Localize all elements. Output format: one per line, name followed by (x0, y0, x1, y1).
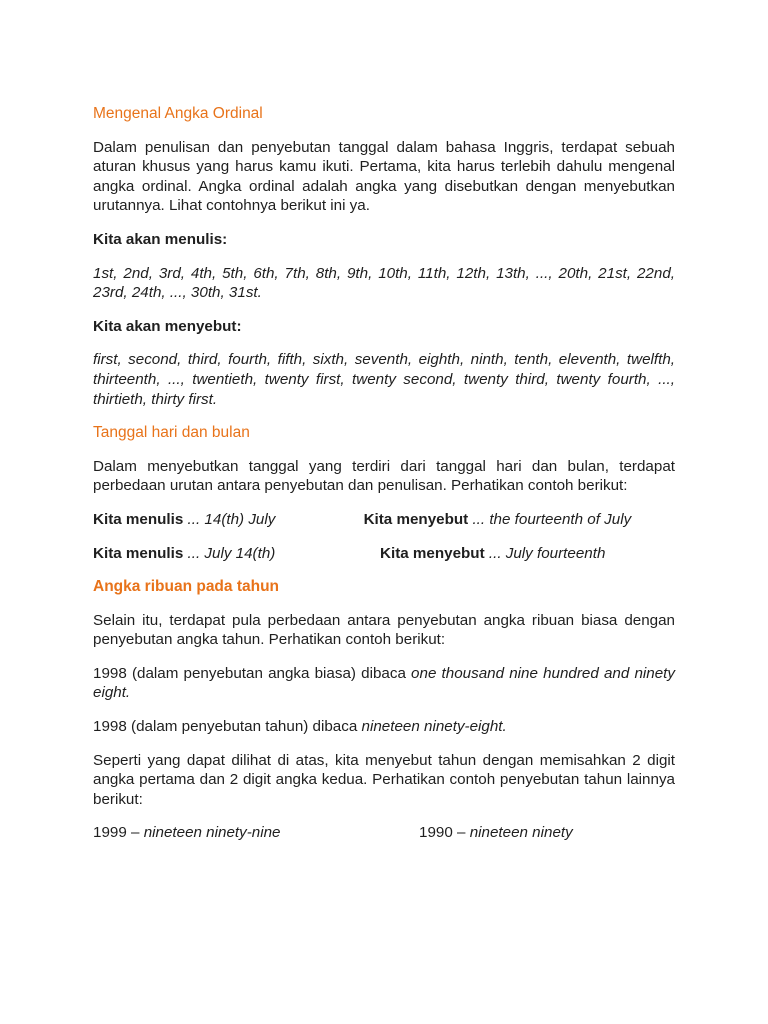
example-2-say-label: Kita menyebut (380, 544, 485, 562)
example-row-years (93, 823, 675, 843)
example-1-say-label: Kita menyebut (363, 510, 469, 528)
example-1998-plain-text: 1998 (dalam penyebutan angka biasa) dibaca (93, 664, 412, 682)
paragraph-years-explanation: Seperti yang dapat dilihat di atas, kita menyebut tahun dengan memisahkan 2 digit angka pertama dan 2 digit angka kedua. Perhatikan contoh penyebutan tahun lainnya berikut: (93, 751, 675, 808)
label-we-will-write: Kita akan menulis: (93, 230, 228, 248)
example-row-2 (93, 544, 675, 564)
example-2-write-value: ... July 14(th) (187, 544, 276, 562)
example-1998-plain-reading: one thousand nine hundred and ninety eight. (93, 664, 675, 702)
example-1998-year (93, 717, 675, 737)
example-1998-year-reading: nineteen ninety-eight. (361, 718, 507, 736)
heading-day-and-month: Tanggal hari dan bulan (93, 424, 250, 442)
example-1990-reading: nineteen ninety (469, 824, 573, 842)
example-1998-year-text: 1998 (dalam penyebutan tahun) dibaca (93, 718, 362, 736)
document-page (93, 104, 675, 857)
example-1990 (419, 823, 573, 843)
heading-thousands-in-years: Angka ribuan pada tahun (93, 578, 280, 596)
example-1-say-value: ... the fourteenth of July (472, 510, 632, 528)
example-1999-number: 1999 – (93, 824, 144, 842)
ordinal-spoken-examples: first, second, third, fourth, fifth, sixth, seventh, eighth, ninth, tenth, eleventh, twelfth, thirteenth, ..., twentieth, twenty first, twenty second, twenty third, twenty fourth, ..., thirtieth, thirty first. (93, 351, 675, 408)
example-row-1 (93, 510, 675, 530)
example-2-right (380, 544, 605, 564)
example-1-write-label: Kita menulis (93, 510, 184, 528)
example-1990-number: 1990 – (419, 824, 470, 842)
paragraph-day-month-intro: Dalam menyebutkan tanggal yang terdiri dari tanggal hari dan bulan, terdapat perbedaan urutan antara penyebutan dan penulisan. Perhatikan contoh berikut: (93, 457, 675, 495)
paragraph-ordinal-intro: Dalam penulisan dan penyebutan tanggal dalam bahasa Inggris, terdapat sebuah aturan khusus yang harus kamu ikuti. Pertama, kita harus terlebih dahulu mengenal angka ordinal. Angka ordinal adalah angka yang disebutkan dengan menyebutkan urutannya. Lihat contohnya berikut ini ya. (93, 138, 675, 215)
example-2-write-label: Kita menulis (93, 544, 184, 562)
ordinal-written-examples: 1st, 2nd, 3rd, 4th, 5th, 6th, 7th, 8th, 9th, 10th, 11th, 12th, 13th, ..., 20th, 21st, 22nd, 23rd, 24th, ..., 30th, 31st. (93, 264, 675, 302)
example-2-left (93, 544, 380, 564)
example-1999 (93, 823, 419, 843)
example-1999-reading: nineteen ninety-nine (143, 824, 281, 842)
heading-ordinal-numbers: Mengenal Angka Ordinal (93, 105, 263, 122)
label-we-will-say: Kita akan menyebut: (93, 317, 242, 335)
paragraph-years-intro: Selain itu, terdapat pula perbedaan antara penyebutan angka ribuan biasa dengan penyebutan angka tahun. Perhatikan contoh berikut: (93, 611, 675, 649)
example-2-say-value: ... July fourteenth (488, 544, 606, 562)
example-1998-plain-number (93, 664, 675, 703)
example-1-write-value: ... 14(th) July (187, 510, 276, 528)
